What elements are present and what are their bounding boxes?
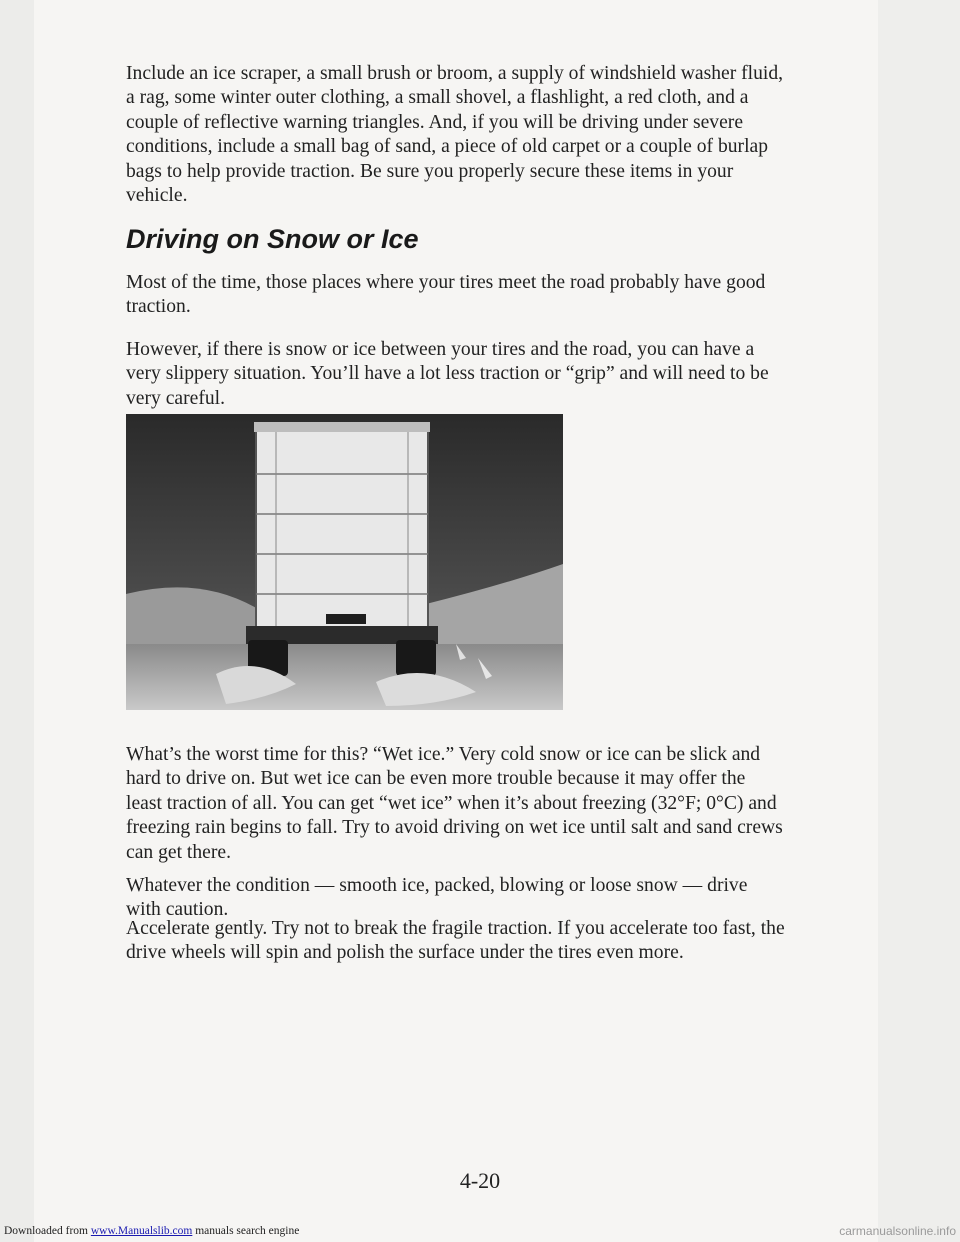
section-heading: Driving on Snow or Ice (126, 224, 419, 254)
page-right-margin (878, 0, 960, 1242)
paragraph-slippery-situation: However, if there is snow or ice between your tires and the road, you can have a very slippery situation. You’ll have a lot less traction or “grip” and will need to be very careful. (126, 339, 769, 409)
page-left-margin (0, 0, 34, 1242)
footer-attribution (4, 1220, 299, 1242)
paragraph-winter-kit: Include an ice scraper, a small brush or broom, a supply of windshield washer fluid, a rag, some winter outer clothing, a small shovel, a flashlight, a red cloth, and a couple of reflective warning triangles. And, if you will be driving under severe conditions, include a small bag of sand, a piece of old carpet or a couple of burlap bags to help provide traction. Be sure you properly secure these items in your vehicle. (126, 63, 784, 207)
paragraph-accelerate-gently: Accelerate gently. Try not to break the fragile traction. If you accelerate too fast, the drive wheels will spin and polish the surface under the tires even more. (126, 918, 785, 964)
page-number: 4-20 (459, 1168, 501, 1193)
download-footer (0, 1220, 960, 1242)
footer-suffix: manuals search engine (192, 1225, 300, 1237)
truck-in-snow-photo (126, 414, 563, 710)
manualslib-link[interactable]: www.Manualslib.com (90, 1225, 193, 1237)
paragraph-good-traction: Most of the time, those places where your tires meet the road probably have good traction. (126, 272, 766, 318)
paragraph-wet-ice: What’s the worst time for this? “Wet ice.” Very cold snow or ice can be slick and hard to drive on. But wet ice can be even more trouble because it may offer the least traction of all. You can get “wet ice” when it’s about freezing (32°F; 0°C) and freezing rain begins to fall. Try to avoid driving on wet ice until salt and sand crews can get there. (126, 744, 783, 863)
watermark: carmanualsonline.info (839, 1224, 956, 1238)
footer-prefix: Downloaded from (4, 1225, 91, 1237)
paragraph-drive-with-caution: Whatever the condition — smooth ice, packed, blowing or loose snow — drive with caution. (126, 875, 748, 921)
